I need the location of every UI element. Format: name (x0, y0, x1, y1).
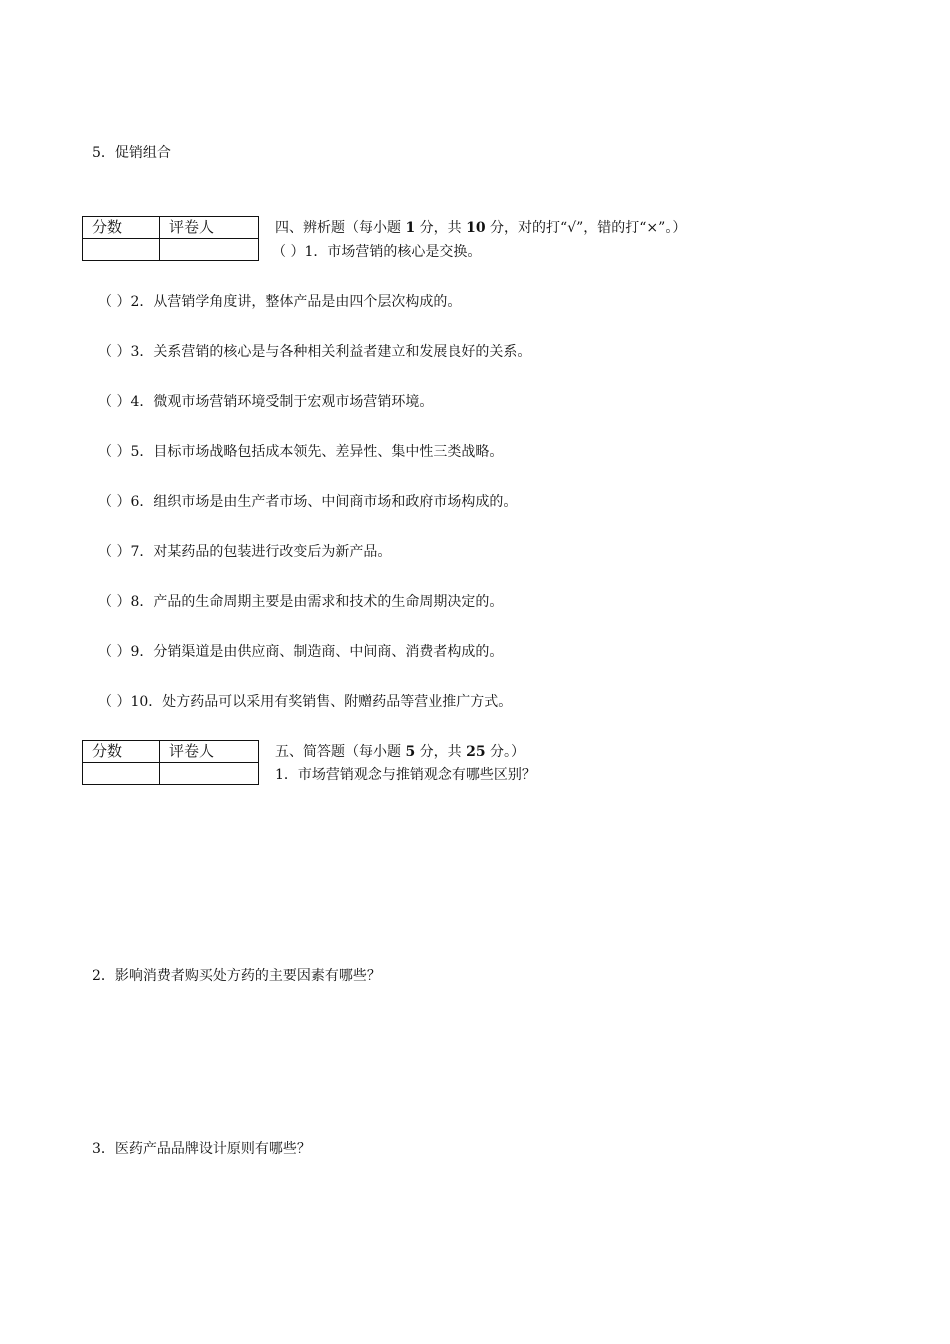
section5-header-text: 五、简答题（每小题 (275, 744, 406, 760)
short-answer-3: 3．医药产品品牌设计原则有哪些？ (92, 1141, 311, 1157)
tf-item-7: （ ）7．对某药品的包装进行改变后为新产品。 (98, 544, 392, 560)
grader-header: 评卷人 (160, 741, 259, 763)
tf-item-5: （ ）5．目标市场战略包括成本领先、差异性、集中性三类战略。 (98, 444, 504, 460)
score-header: 分数 (83, 741, 160, 763)
section4-header-text2: 分，共 (415, 220, 467, 236)
score-cell (83, 763, 160, 785)
short-answer-1: 1．市场营销观念与推销观念有哪些区别？ (275, 767, 536, 783)
tf-item-10: （ ）10．处方药品可以采用有奖销售、附赠药品等营业推广方式。 (98, 694, 513, 710)
section5-header-text2: 分，共 (415, 744, 467, 760)
section5-header-text3: 分。） (485, 744, 526, 760)
grader-cell (160, 763, 259, 785)
section5-points-total: 25 (466, 744, 486, 760)
score-cell (83, 239, 160, 261)
tf-item-2: （ ）2．从营销学角度讲，整体产品是由四个层次构成的。 (98, 294, 462, 310)
section5-points-each: 5 (405, 744, 416, 760)
section4-points-each: 1 (405, 220, 416, 236)
tf-item-6: （ ）6．组织市场是由生产者市场、中间商市场和政府市场构成的。 (98, 494, 518, 510)
score-table-section4 (82, 216, 259, 261)
score-header: 分数 (83, 217, 160, 239)
tf-item-1: （ ）1．市场营销的核心是交换。 (272, 244, 482, 260)
grader-header: 评卷人 (160, 217, 259, 239)
score-table-section5 (82, 740, 259, 785)
tf-item-3: （ ）3．关系营销的核心是与各种相关利益者建立和发展良好的关系。 (98, 344, 532, 360)
section5-header (275, 745, 525, 759)
section4-header (275, 221, 686, 235)
grader-cell (160, 239, 259, 261)
section4-header-text3: 分，对的打“√”，错的打“×”。） (485, 220, 687, 236)
section4-points-total: 10 (466, 220, 486, 236)
tf-item-4: （ ）4．微观市场营销环境受制于宏观市场营销环境。 (98, 394, 434, 410)
tf-item-8: （ ）8．产品的生命周期主要是由需求和技术的生命周期决定的。 (98, 594, 504, 610)
tf-item-9: （ ）9．分销渠道是由供应商、制造商、中间商、消费者构成的。 (98, 644, 504, 660)
question-5-promotion-mix: 5．促销组合 (92, 145, 171, 161)
section4-header-text: 四、辨析题（每小题 (275, 220, 406, 236)
short-answer-2: 2．影响消费者购买处方药的主要因素有哪些？ (92, 968, 381, 984)
